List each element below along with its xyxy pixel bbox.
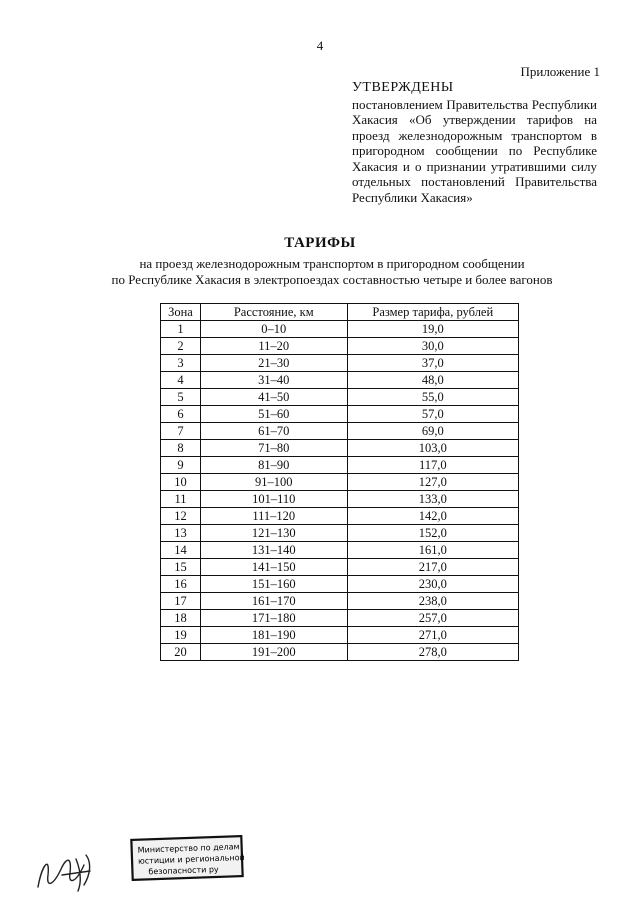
appendix-label: Приложение 1 — [520, 64, 600, 79]
distance-cell: 191–200 — [200, 644, 347, 661]
distance-cell: 101–110 — [200, 491, 347, 508]
table-row — [161, 508, 519, 525]
table-row — [161, 610, 519, 627]
table-row — [161, 474, 519, 491]
registration-stamp — [130, 835, 245, 881]
document-title: ТАРИФЫ — [284, 235, 356, 251]
tariff-cell: 19,0 — [347, 321, 518, 338]
header-distance: Расстояние, км — [200, 304, 347, 321]
table-row — [161, 440, 519, 457]
tariff-cell: 103,0 — [347, 440, 518, 457]
zone-cell: 13 — [161, 525, 201, 542]
table-row — [161, 457, 519, 474]
distance-cell: 91–100 — [200, 474, 347, 491]
tariff-table — [160, 303, 519, 661]
table-row — [161, 593, 519, 610]
table-row — [161, 321, 519, 338]
distance-cell: 31–40 — [200, 372, 347, 389]
stamp-line-2: юстиции и региональной — [137, 852, 245, 866]
tariff-cell: 142,0 — [347, 508, 518, 525]
table-row — [161, 338, 519, 355]
tariff-cell: 230,0 — [347, 576, 518, 593]
distance-cell: 71–80 — [200, 440, 347, 457]
table-row — [161, 491, 519, 508]
signature-image — [28, 845, 108, 895]
distance-cell: 181–190 — [200, 627, 347, 644]
tariff-cell: 57,0 — [347, 406, 518, 423]
tariff-cell: 161,0 — [347, 542, 518, 559]
header-zone: Зона — [161, 304, 201, 321]
table-row — [161, 389, 519, 406]
zone-cell: 10 — [161, 474, 201, 491]
table-row — [161, 627, 519, 644]
tariff-cell: 152,0 — [347, 525, 518, 542]
distance-cell: 61–70 — [200, 423, 347, 440]
tariff-cell: 55,0 — [347, 389, 518, 406]
zone-cell: 15 — [161, 559, 201, 576]
zone-cell: 5 — [161, 389, 201, 406]
tariff-cell: 238,0 — [347, 593, 518, 610]
tariff-cell: 127,0 — [347, 474, 518, 491]
tariff-cell: 37,0 — [347, 355, 518, 372]
tariff-cell: 217,0 — [347, 559, 518, 576]
distance-cell: 51–60 — [200, 406, 347, 423]
table-row — [161, 542, 519, 559]
zone-cell: 17 — [161, 593, 201, 610]
table-row — [161, 406, 519, 423]
distance-cell: 21–30 — [200, 355, 347, 372]
tariff-cell: 30,0 — [347, 338, 518, 355]
zone-cell: 4 — [161, 372, 201, 389]
zone-cell: 2 — [161, 338, 201, 355]
distance-cell: 131–140 — [200, 542, 347, 559]
tariff-cell: 117,0 — [347, 457, 518, 474]
distance-cell: 11–20 — [200, 338, 347, 355]
approval-text: постановлением Правительства Республики Хакасия «Об утверждении тарифов на проезд железнодорожным транспортом в пригородном сообщении по Республике Хакасия и о признании утратившими силу отдельных постановлений Правительства Республики Хакасия» — [352, 96, 597, 205]
table-row — [161, 372, 519, 389]
distance-cell: 81–90 — [200, 457, 347, 474]
tariff-cell: 69,0 — [347, 423, 518, 440]
zone-cell: 11 — [161, 491, 201, 508]
zone-cell: 14 — [161, 542, 201, 559]
zone-cell: 8 — [161, 440, 201, 457]
table-row — [161, 525, 519, 542]
zone-cell: 1 — [161, 321, 201, 338]
distance-cell: 0–10 — [200, 321, 347, 338]
distance-cell: 151–160 — [200, 576, 347, 593]
distance-cell: 111–120 — [200, 508, 347, 525]
tariff-cell: 133,0 — [347, 491, 518, 508]
distance-cell: 41–50 — [200, 389, 347, 406]
table-row — [161, 644, 519, 661]
zone-cell: 7 — [161, 423, 201, 440]
page-number: 4 — [316, 38, 324, 53]
stamp-line-3: безопасности ру — [148, 864, 219, 877]
zone-cell: 18 — [161, 610, 201, 627]
table-row — [161, 559, 519, 576]
stamp-line-1: Министерство по делам — [137, 842, 240, 855]
subtitle-line-2: по Республике Хакасия в электропоездах составностью четыре и более вагонов — [111, 271, 553, 287]
zone-cell: 9 — [161, 457, 201, 474]
distance-cell: 171–180 — [200, 610, 347, 627]
tariff-cell: 271,0 — [347, 627, 518, 644]
zone-cell: 3 — [161, 355, 201, 372]
zone-cell: 16 — [161, 576, 201, 593]
subtitle-line-1: на проезд железнодорожным транспортом в пригородном сообщении — [139, 256, 525, 271]
tariff-cell: 257,0 — [347, 610, 518, 627]
tariff-cell: 278,0 — [347, 644, 518, 661]
distance-cell: 161–170 — [200, 593, 347, 610]
zone-cell: 6 — [161, 406, 201, 423]
distance-cell: 141–150 — [200, 559, 347, 576]
zone-cell: 19 — [161, 627, 201, 644]
header-tariff: Размер тарифа, рублей — [347, 304, 518, 321]
tariff-cell: 48,0 — [347, 372, 518, 389]
approval-block — [352, 80, 597, 205]
table-row — [161, 576, 519, 593]
table-row — [161, 423, 519, 440]
distance-cell: 121–130 — [200, 525, 347, 542]
zone-cell: 20 — [161, 644, 201, 661]
tariff-table-body — [161, 321, 519, 661]
document-subtitle — [0, 256, 640, 287]
zone-cell: 12 — [161, 508, 201, 525]
table-header-row — [161, 304, 519, 321]
approval-heading: УТВЕРЖДЕНЫ — [352, 80, 454, 95]
table-row — [161, 355, 519, 372]
